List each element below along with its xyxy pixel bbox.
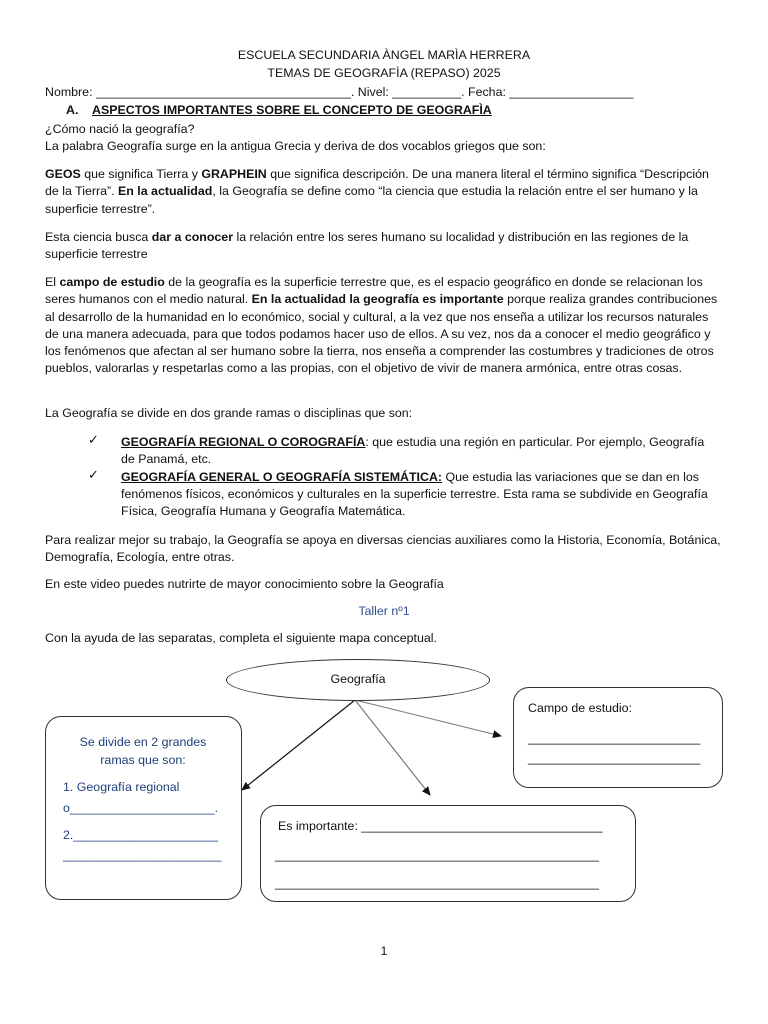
campo-line-2: _________________________ xyxy=(528,751,701,765)
list-item: GEOGRAFÍA GENERAL O GEOGRAFÍA SISTEMÁTICA: Que estudia las variaciones que se dan en los fenómenos físicos, económicos y culturales en la superficie terrestre. Esta rama se subdivide en Geografía Física, Geografía Humana y Geografía Matemática. xyxy=(121,470,708,518)
arrow-to-campo xyxy=(355,700,501,736)
ramas-item-2: 2._____________________ xyxy=(63,828,219,842)
ramas-item-1-line: o_____________________. xyxy=(63,801,219,815)
importante-line-1: _______________________________________________ xyxy=(275,848,599,862)
taller-instruction: Con la ayuda de las separatas, completa el siguiente mapa conceptual. xyxy=(45,631,437,645)
paragraph-ramas: La Geografía se divide en dos grande ramas o disciplinas que son: xyxy=(45,406,413,420)
concept-geografia-node xyxy=(226,659,490,701)
school-name: ESCUELA SECUNDARIA ÀNGEL MARÌA HERRERA xyxy=(237,48,531,62)
video-text: En este video puedes nutrirte de mayor conocimiento sobre la Geografía xyxy=(45,577,444,591)
campo-box xyxy=(513,687,723,788)
campo-line-1: _________________________ xyxy=(528,731,701,745)
term-geos: GEOS xyxy=(45,167,81,181)
ramas-item-1: 1. Geografía regional xyxy=(63,780,180,794)
ramas-title: Se divide en 2 grandes ramas que son: xyxy=(79,735,207,767)
term-graphein: GRAPHEIN xyxy=(201,167,267,181)
list-item: GEOGRAFÍA REGIONAL O COROGRAFÍA: que estudia una región en particular. Por ejemplo, Geografía de Panamá, etc. xyxy=(121,435,705,466)
taller-title: Taller nº1 xyxy=(358,604,410,618)
document-subject: TEMAS DE GEOGRAFÌA (REPASO) 2025 xyxy=(267,66,501,80)
section-title: ASPECTOS IMPORTANTES SOBRE EL CONCEPTO DE GEOGRAFÌA xyxy=(92,103,492,117)
concept-center-label: Geografía xyxy=(330,672,386,686)
checkmark-icon: ✓ xyxy=(88,432,99,447)
campo-title: Campo de estudio: xyxy=(528,701,633,715)
ramas-box xyxy=(45,716,242,900)
paragraph-ciencia: Esta ciencia busca dar a conocer la relación entre los seres humano su localidad y distribución en las regiones de la superficie terrestre xyxy=(45,230,689,262)
checkmark-icon: ✓ xyxy=(88,467,99,482)
section-letter: A. xyxy=(66,103,79,117)
importante-line-2: _______________________________________________ xyxy=(275,876,599,890)
origin-text: La palabra Geografía surge en la antigua Grecia y deriva de dos vocablos griegos que son: xyxy=(45,139,546,153)
student-fields: Nombre: _____________________________________. Nivel: __________. Fecha: __________________ xyxy=(45,85,634,99)
page-number: 1 xyxy=(380,944,388,958)
paragraph-geos: GEOS que significa Tierra y GRAPHEIN que significa descripción. De una manera literal el término significa “Descripción de la Tierra”. En la actualidad, la Geografía se define como “la ciencia que estudia la relación entre el ser humano y la superficie terrestre”. xyxy=(45,167,709,216)
paragraph-ciencias: Para realizar mejor su trabajo, la Geografía se apoya en diversas ciencias auxiliares como la Historia, Economía, Botánica, Demografía, Ecología, entre otras. xyxy=(45,533,721,565)
question-heading: ¿Cómo nació la geografía? xyxy=(45,122,195,136)
importante-box xyxy=(260,805,636,902)
importante-label: Es importante: ___________________________________ xyxy=(278,819,603,833)
ramas-item-2-line: _______________________ xyxy=(63,848,222,862)
arrow-to-ramas xyxy=(242,700,355,790)
paragraph-campo: El campo de estudio de la geografía es la superficie terrestre que, es el espacio geográfico en donde se relacionan los seres humanos con el medio natural. En la actualidad la geografía es importante porque realiza grandes contribuciones al desarrollo de la humanidad en lo económico, social y cultural, a la vez que nos enseña a utilizar los recursos naturales de una manera adecuada, para que todos podamos hacer uso de ellos. A su vez, nos da a conocer el medio geográfico y los fenómenos que afectan al ser humano sobre la tierra, nos enseña a comprender las costumbres y tradiciones de otros pueblos, valorarlas y respetarlas como a las propias, con el objetivo de vivir de manera armónica, entre otras cosas. xyxy=(45,275,718,376)
arrow-to-importante xyxy=(355,700,430,795)
